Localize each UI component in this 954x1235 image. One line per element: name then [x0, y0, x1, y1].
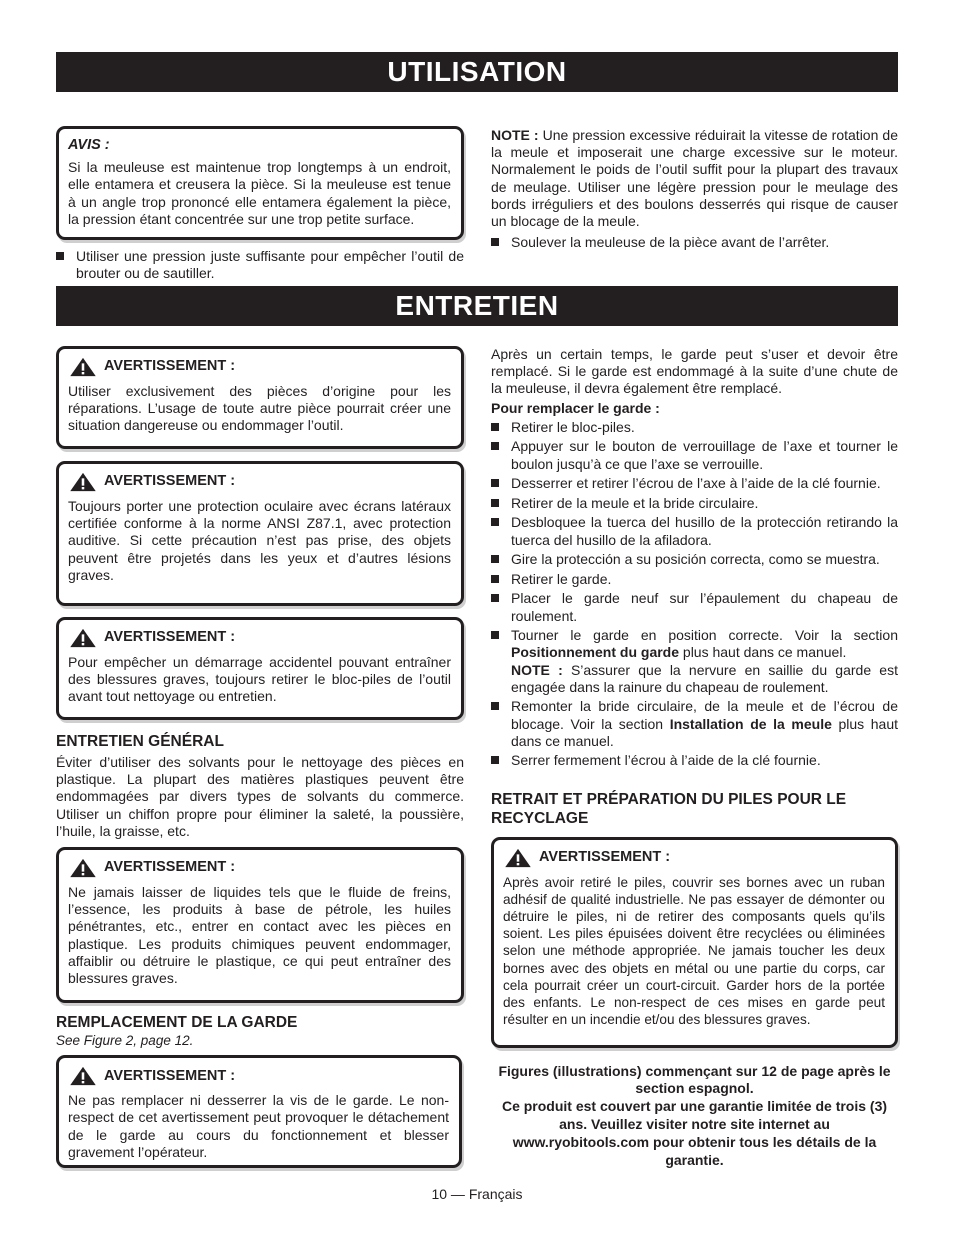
- warning-title: AVERTISSEMENT :: [68, 1066, 449, 1086]
- general-maintenance-text: Éviter d’utiliser des solvants pour le nettoyage des pièces en plastique. La plupart des matières plastiques peuvent être endommagées par divers types de solvants du commerce. Utiliser un chiffon propre pour éliminer la saleté, la poussière, l’huile, la graisse, etc.: [56, 754, 464, 839]
- warning-body: Pour empêcher un démarrage accidentel pouvant entraîner des blessures graves, toujours retirer le bloc-piles de l’outil avant tout nettoyage ou entretien.: [68, 654, 451, 705]
- battery-recycling-heading: RETRAIT ET PRÉPARATION DU PILES POUR LE RECYCLAGE: [491, 790, 847, 827]
- list-item: Placer le garde neuf sur l’épaulement du chapeau de roulement.: [491, 590, 898, 624]
- figures-notice: Figures (illustrations) commençant sur 12 de page après le section espagnol.: [498, 1062, 891, 1097]
- warning-box-liquids: [56, 847, 464, 1003]
- bullet-square-icon: [56, 252, 64, 260]
- bullet-square-icon: [491, 555, 499, 563]
- bullet-square-icon: [491, 575, 499, 583]
- list-item: Appuyer sur le bouton de verrouillage de l’axe et tourner le boulon jusqu’à ce que l’axe se verrouille.: [491, 438, 898, 472]
- warning-box-original-parts: [56, 346, 464, 449]
- warning-body: Utiliser exclusivement des pièces d’origine pour les réparations. L’usage de toute autre pièce pourrait créer une situation dangereuse ou endommager l’outil.: [68, 383, 451, 434]
- warning-triangle-icon: [68, 628, 98, 648]
- warning-title: AVERTISSEMENT :: [68, 472, 451, 492]
- list-item: Retirer le bloc-piles.: [491, 419, 898, 436]
- utilisation-right-column: [491, 127, 898, 254]
- list-item: Desserrer et retirer l’écrou de l’axe à l’aide de la clé fournie.: [491, 475, 898, 492]
- list-item: Soulever la meuleuse de la pièce avant de l’arrêter.: [491, 234, 898, 251]
- warning-triangle-icon: [68, 357, 98, 377]
- bullet-square-icon: [491, 238, 499, 246]
- avis-body: Si la meuleuse est maintenue trop longtemps à un endroit, elle entamera et creusera la pièce. Si la meuleuse est tenue à un angle trop prononcé elle entamera également la pièce, la pression étant concentrée sur une trop petite surface.: [68, 159, 451, 227]
- warning-triangle-icon: [68, 472, 98, 492]
- list-item: Gire la protección a su posición correcta, como se muestra.: [491, 551, 898, 568]
- warning-triangle-icon: [68, 1066, 98, 1086]
- replace-guard-heading: Pour remplacer le garde :: [491, 399, 660, 416]
- warning-title: AVERTISSEMENT :: [68, 858, 451, 878]
- page-footer: 10 — Français: [431, 1186, 523, 1202]
- warning-triangle-icon: [503, 848, 533, 868]
- bullet-square-icon: [491, 756, 499, 764]
- warning-triangle-icon: [68, 858, 98, 878]
- list-item: Retirer le garde.: [491, 571, 898, 588]
- guard-figure-reference: See Figure 2, page 12.: [56, 1033, 194, 1049]
- warning-title: AVERTISSEMENT :: [68, 357, 451, 377]
- entretien-banner: ENTRETIEN: [56, 286, 898, 326]
- bullet-square-icon: [491, 518, 499, 526]
- warning-body: Toujours porter une protection oculaire avec écrans latéraux certifiée conforme à la norme ANSI Z87.1, avec protection auditive. Si cette précaution n’est pas prise, des objets peuvent être projetés dans les yeux et d’autres lésions graves.: [68, 498, 451, 583]
- warranty-notice: Ce produit est couvert par une garantie limitée de trois (3) ans. Veuillez visiter notre site internet au www.ryobitools.com pour obtenir tous les détails de la garantie.: [501, 1098, 888, 1168]
- avis-box: [56, 126, 464, 240]
- guard-steps-list: [491, 419, 898, 770]
- warning-body: Ne jamais laisser de liquides tels que le fluide de freins, l’essence, les produits à base de pétrole, les huiles pénétrantes, etc., entrer en contact avec les pièces en plastique. Les produits chimiques peuvent endommager, affaiblir ou détruire le plastique, ce qui peut entraîner des blessures graves.: [68, 884, 451, 987]
- warning-box-guard-screw: [56, 1055, 462, 1168]
- entretien-right-column: [491, 346, 898, 1169]
- note-paragraph: NOTE : Une pression excessive réduirait la vitesse de rotation de la meule et imposerait une charge excessive sur le moteur. Normalement le poids de l’outil suffit pour la plupart des travaux de meulage. Utiliser une légère pression pour le meulage des bords irréguliers et des boulons desserrés qui risque de causer un blocage de la meule.: [491, 127, 898, 230]
- list-item: Utiliser une pression juste suffisante pour empêcher l’outil de brouter ou de sautiller.: [56, 248, 464, 282]
- bullet-square-icon: [491, 442, 499, 450]
- list-item: Remonter la bride circulaire, de la meule et de l’écrou de blocage. Voir la section Installation de la meule plus haut dans ce manuel.: [491, 698, 898, 750]
- avis-title: AVIS :: [68, 137, 110, 153]
- warning-title: AVERTISSEMENT :: [503, 848, 885, 868]
- guard-intro: Après un certain temps, le garde peut s’user et devoir être remplacé. Si le garde est endommagé à la suite d’une chute de la meuleuse, il devra également être remplacé.: [491, 346, 898, 397]
- list-item: Retirer de la meule et la bride circulaire.: [491, 495, 898, 512]
- bullet-square-icon: [491, 479, 499, 487]
- warning-box-eye-protection: [56, 461, 464, 606]
- guard-replacement-heading: REMPLACEMENT DE LA GARDE: [56, 1014, 298, 1032]
- list-item: Tourner le garde en position correcte. Voir la section Positionnement du garde plus haut dans ce manuel. NOTE : S’assurer que la nervure en saillie du garde est engagée dans la rainure du chapeau de roulement.: [491, 627, 898, 696]
- list-item: Desbloquee la tuerca del husillo de la protección retirando la tuerca del husillo de la afiladora.: [491, 514, 898, 548]
- utilisation-banner: UTILISATION: [56, 52, 898, 92]
- bullet-square-icon: [491, 499, 499, 507]
- utilisation-left-column: [56, 126, 464, 285]
- warning-title: AVERTISSEMENT :: [68, 628, 451, 648]
- warning-box-accidental-start: [56, 617, 464, 720]
- list-item: Serrer fermement l’écrou à l’aide de la clé fournie.: [491, 752, 898, 769]
- utilisation-left-bullets: [56, 248, 464, 282]
- bullet-square-icon: [491, 631, 499, 639]
- bullet-square-icon: [491, 423, 499, 431]
- entretien-left-column: [56, 346, 464, 1168]
- general-maintenance-heading: ENTRETIEN GÉNÉRAL: [56, 733, 224, 750]
- utilisation-right-bullets: [491, 234, 898, 251]
- warning-body: Après avoir retiré le piles, couvrir ses bornes avec un ruban adhésif de qualité industrielle. Ne pas essayer de démonter ou détruire le piles, ni de retirer des composants quels qu’ils soient. Les piles épuisées doivent être recyclées ou éliminées selon une méthode appropriée. Ne jamais toucher les deux bornes avec des objets en métal ou une partie du corps, car cela pourrait créer un court-circuit. Garder hors de la portée des enfants. Le non-respect de ces mises en garde peut résulter en un incendie et/ou des blessures graves.: [503, 874, 885, 1028]
- closing-notice: [491, 1063, 898, 1170]
- bullet-square-icon: [491, 594, 499, 602]
- warning-body: Ne pas remplacer ni desserrer la vis de le garde. Le non-respect de cet avertissement peut provoquer le détachement de le garde au cours du fonctionnement et blesser gravement l’opérateur.: [68, 1092, 449, 1160]
- warning-box-battery: [491, 837, 898, 1048]
- bullet-square-icon: [491, 702, 499, 710]
